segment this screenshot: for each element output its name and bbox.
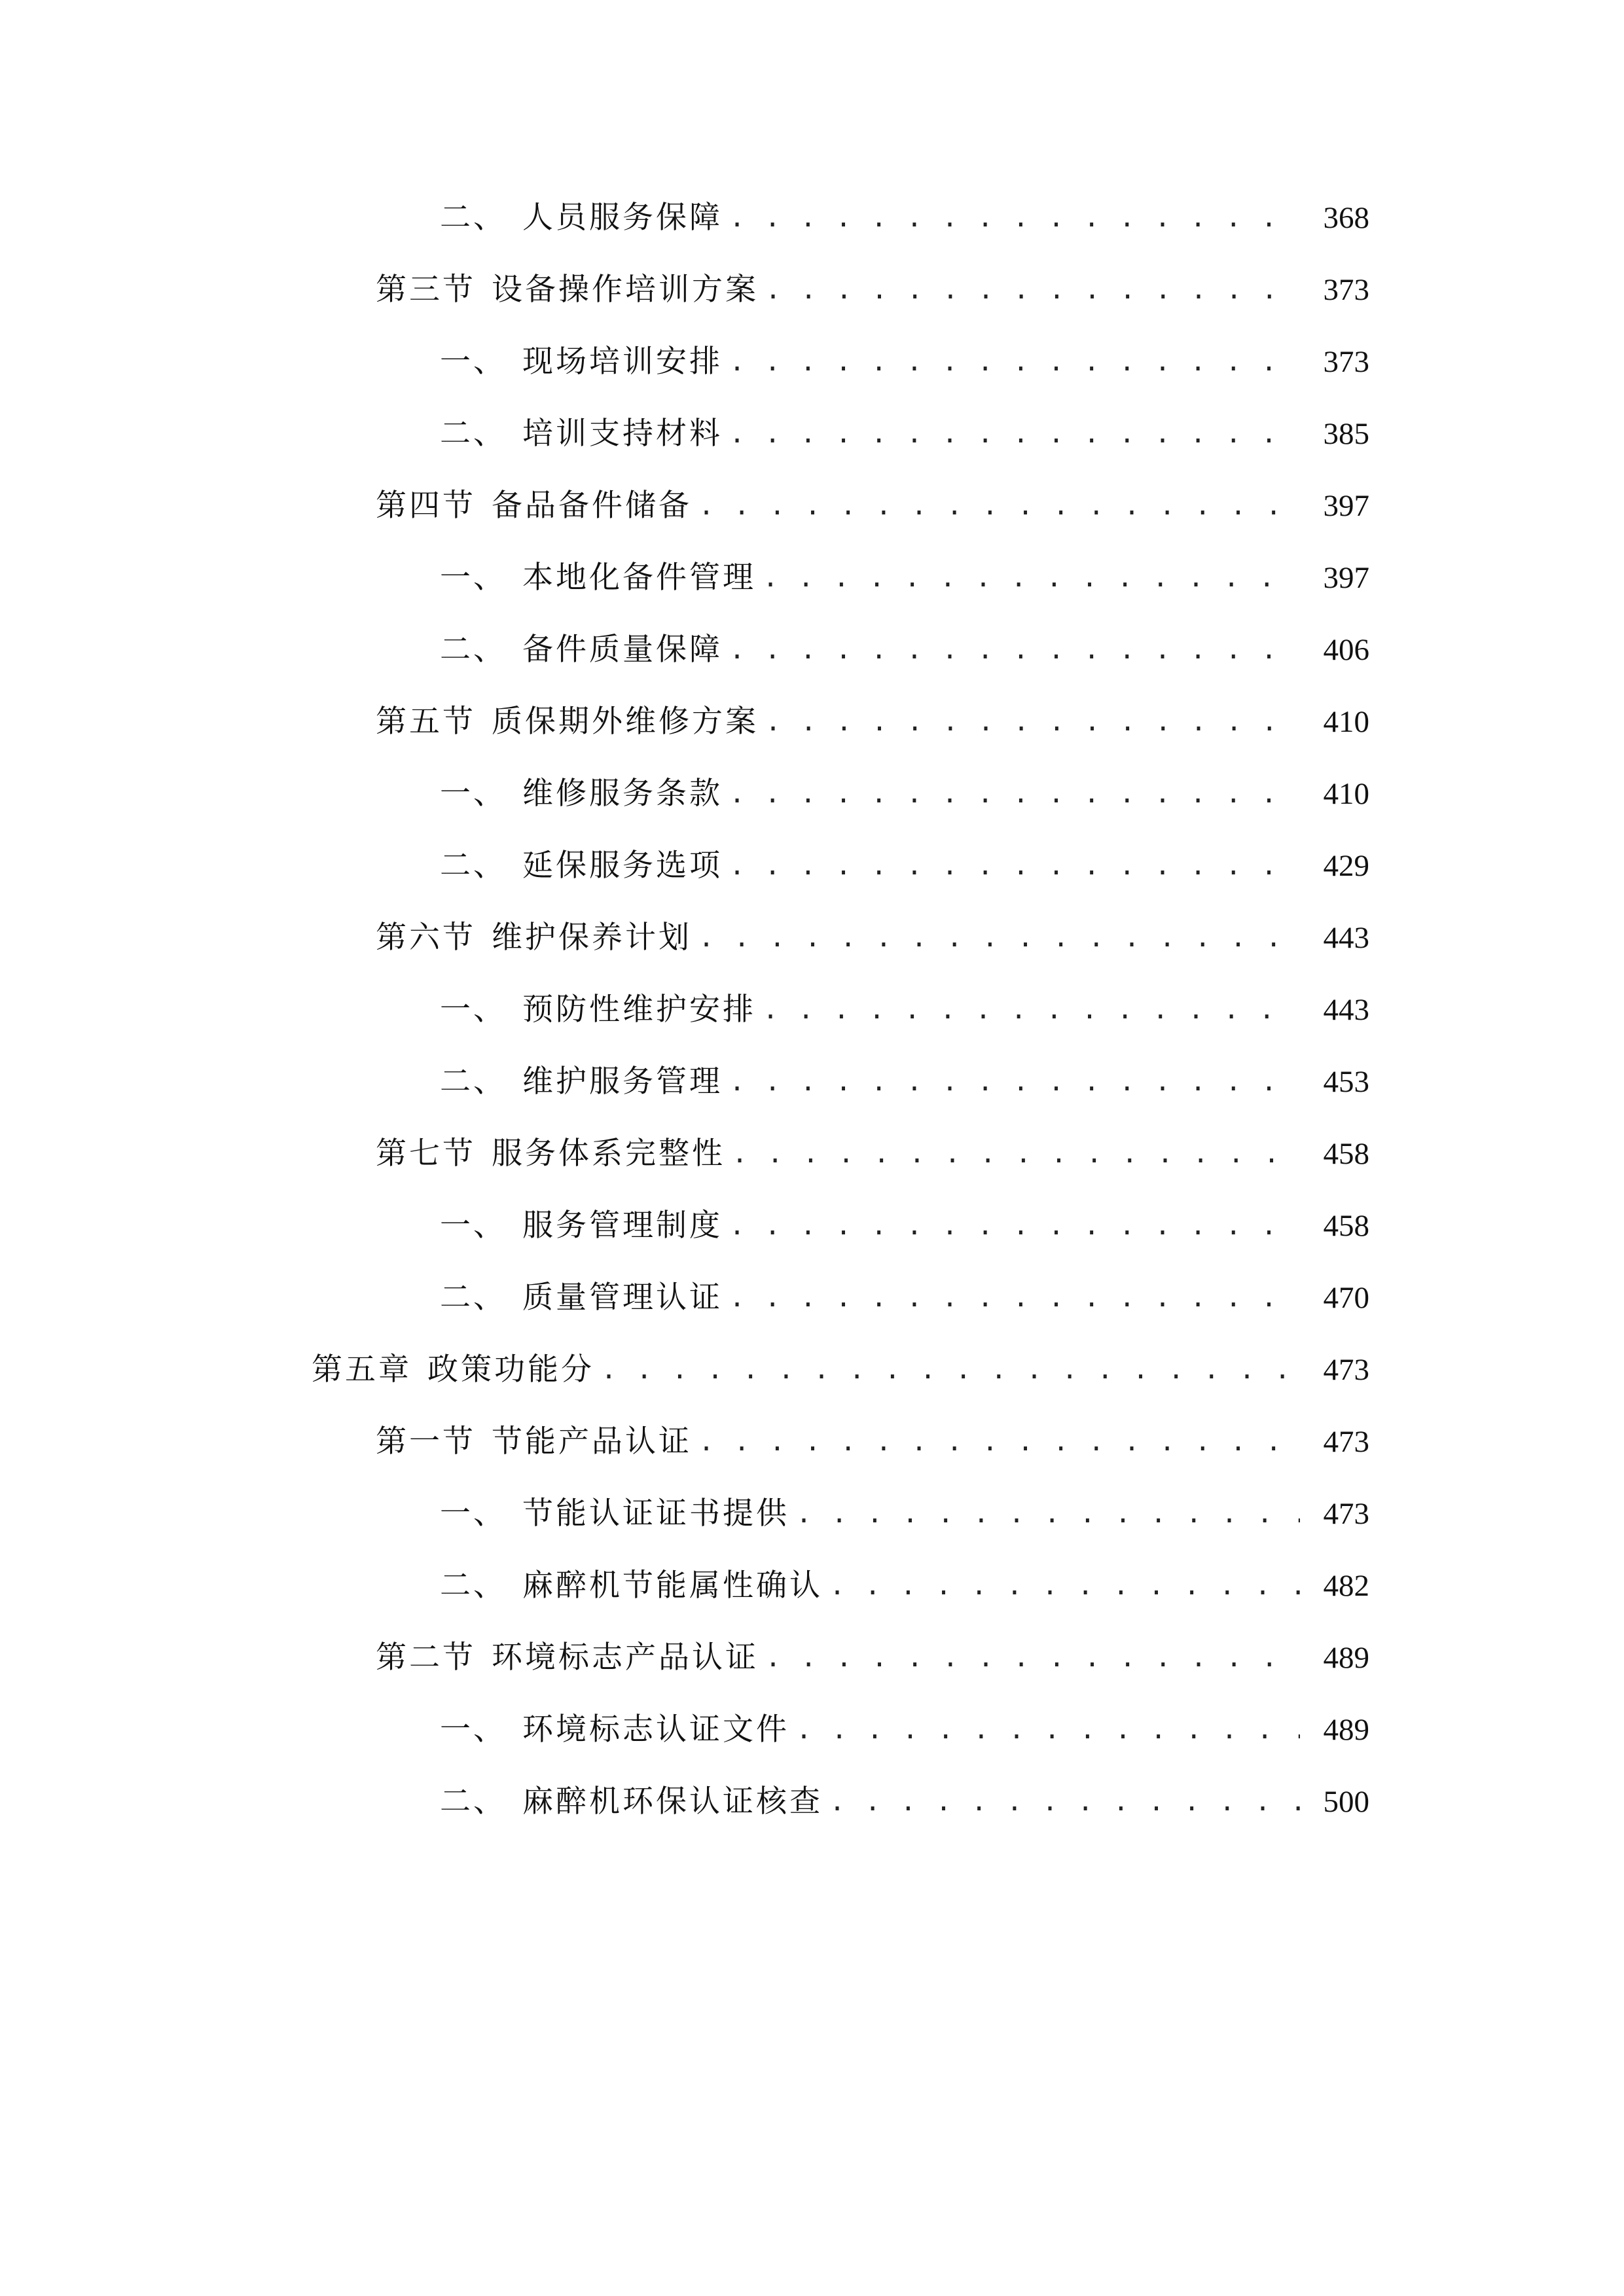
toc-entry-number: 二、: [440, 1280, 507, 1316]
toc-entry[interactable]: [440, 192, 1369, 244]
toc-entry-number: 二、: [440, 1064, 507, 1100]
toc-entry[interactable]: [440, 768, 1369, 820]
dot-leader: [765, 264, 1300, 316]
toc-entry-number: 一、: [440, 1208, 507, 1244]
toc-entry-title: 备品备件储备: [492, 488, 692, 524]
toc-entry[interactable]: [376, 1416, 1369, 1468]
toc-entry-number: 第七节: [376, 1136, 476, 1172]
dot-leader: [729, 1272, 1300, 1324]
toc-entry-number: 第四节: [376, 488, 476, 524]
toc-entry-number: 第一节: [376, 1424, 476, 1460]
toc-entry-page-number: 373: [1323, 345, 1369, 379]
toc-entry-title: 培训支持材料: [522, 416, 723, 452]
toc-entry[interactable]: [440, 1272, 1369, 1324]
toc-entry-page-number: 473: [1323, 1353, 1369, 1387]
toc-entry-number: 一、: [440, 776, 507, 812]
toc-entry-page-number: 385: [1323, 417, 1369, 451]
dot-leader: [763, 984, 1300, 1036]
toc-entry-number: 第二节: [376, 1640, 476, 1676]
toc-entry-page-number: 373: [1323, 273, 1369, 307]
toc-entry[interactable]: [440, 336, 1369, 388]
toc-entry-page-number: 458: [1323, 1209, 1369, 1243]
toc-entry-title: 设备操作培训方案: [492, 272, 759, 308]
toc-entry[interactable]: [440, 1704, 1369, 1756]
toc-entry[interactable]: [376, 480, 1369, 532]
toc-entry-title: 环境标志产品认证: [492, 1640, 759, 1676]
toc-entry-title: 备件质量保障: [522, 632, 723, 668]
toc-entry-number: 二、: [440, 416, 507, 452]
toc-entry-number: 一、: [440, 560, 507, 596]
toc-entry-page-number: 429: [1323, 849, 1369, 883]
dot-leader: [729, 1056, 1300, 1108]
dot-leader: [765, 696, 1300, 748]
toc-entry-page-number: 453: [1323, 1065, 1369, 1099]
toc-entry[interactable]: [376, 912, 1369, 964]
toc-entry-title: 政策功能分: [427, 1352, 594, 1388]
toc-entry-title: 节能产品认证: [492, 1424, 692, 1460]
dot-leader: [765, 1632, 1300, 1684]
dot-leader: [732, 1128, 1300, 1180]
toc-entry-title: 服务体系完整性: [492, 1136, 725, 1172]
toc-entry[interactable]: [440, 552, 1369, 604]
toc-entry-number: 二、: [440, 1568, 507, 1604]
dot-leader: [729, 192, 1300, 244]
toc-entry-title: 环境标志认证文件: [522, 1712, 789, 1748]
toc-entry-page-number: 473: [1323, 1425, 1369, 1459]
toc-entry[interactable]: [440, 1200, 1369, 1252]
toc-entry-page-number: 489: [1323, 1641, 1369, 1675]
dot-leader: [796, 1488, 1300, 1540]
toc-entry-page-number: 406: [1323, 633, 1369, 667]
toc-entry-page-number: 470: [1323, 1281, 1369, 1315]
dot-leader: [601, 1344, 1300, 1396]
toc-entry-title: 节能认证证书提供: [522, 1496, 789, 1532]
toc-entry-number: 二、: [440, 848, 507, 884]
toc-entry-title: 维护服务管理: [522, 1064, 723, 1100]
toc-entry[interactable]: [440, 984, 1369, 1036]
toc-entry[interactable]: [440, 408, 1369, 460]
toc-entry-title: 现场培训安排: [522, 344, 723, 380]
toc-entry[interactable]: [376, 1128, 1369, 1180]
toc-entry-page-number: 443: [1323, 921, 1369, 955]
toc-entry-page-number: 489: [1323, 1713, 1369, 1747]
toc-entry-page-number: 443: [1323, 993, 1369, 1027]
dot-leader: [729, 1200, 1300, 1252]
toc-entry-page-number: 473: [1323, 1497, 1369, 1531]
toc-entry[interactable]: [440, 1560, 1369, 1612]
toc-entry-number: 第五章: [312, 1352, 412, 1388]
toc-entry[interactable]: [440, 840, 1369, 892]
toc-entry[interactable]: [440, 1776, 1369, 1828]
toc-entry-number: 二、: [440, 1784, 507, 1820]
toc-entry-number: 第三节: [376, 272, 476, 308]
toc-entry-page-number: 410: [1323, 705, 1369, 739]
toc-entry-title: 本地化备件管理: [522, 560, 756, 596]
dot-leader: [829, 1776, 1300, 1828]
toc-entry-title: 麻醉机节能属性确认: [522, 1568, 823, 1604]
toc-entry[interactable]: [440, 1488, 1369, 1540]
toc-entry-number: 二、: [440, 200, 507, 236]
toc-entry-title: 人员服务保障: [522, 200, 723, 236]
toc-entry-number: 一、: [440, 992, 507, 1028]
dot-leader: [763, 552, 1300, 604]
dot-leader: [729, 840, 1300, 892]
toc-entry-number: 二、: [440, 632, 507, 668]
dot-leader: [729, 336, 1300, 388]
dot-leader: [729, 768, 1300, 820]
toc-entry-page-number: 458: [1323, 1137, 1369, 1171]
toc-entry-number: 第六节: [376, 920, 476, 956]
dot-leader: [729, 624, 1300, 676]
toc-entry-number: 一、: [440, 344, 507, 380]
toc-entry-number: 一、: [440, 1712, 507, 1748]
toc-entry-number: 一、: [440, 1496, 507, 1532]
toc-entry-title: 服务管理制度: [522, 1208, 723, 1244]
toc-entry[interactable]: [376, 696, 1369, 748]
toc-entry[interactable]: [376, 264, 1369, 316]
toc-entry-page-number: 410: [1323, 777, 1369, 811]
toc-entry-title: 质保期外维修方案: [492, 704, 759, 740]
dot-leader: [698, 912, 1300, 964]
dot-leader: [796, 1704, 1300, 1756]
toc-entry-number: 第五节: [376, 704, 476, 740]
toc-entry-page-number: 482: [1323, 1569, 1369, 1603]
toc-entry-page-number: 397: [1323, 561, 1369, 595]
dot-leader: [698, 480, 1300, 532]
dot-leader: [729, 408, 1300, 460]
toc-entry-page-number: 368: [1323, 201, 1369, 235]
toc-entry[interactable]: [440, 624, 1369, 676]
dot-leader: [829, 1560, 1300, 1612]
toc-entry[interactable]: [376, 1632, 1369, 1684]
toc-entry-page-number: 397: [1323, 489, 1369, 523]
toc-entry[interactable]: [440, 1056, 1369, 1108]
dot-leader: [698, 1416, 1300, 1468]
toc-entry-title: 维修服务条款: [522, 776, 723, 812]
toc-entry-title: 麻醉机环保认证核查: [522, 1784, 823, 1820]
toc-entry-title: 维护保养计划: [492, 920, 692, 956]
toc-entry-page-number: 500: [1323, 1785, 1369, 1819]
toc-entry-title: 预防性维护安排: [522, 992, 756, 1028]
toc-entry-title: 延保服务选项: [522, 848, 723, 884]
toc-entry[interactable]: [312, 1344, 1369, 1396]
toc-entry-title: 质量管理认证: [522, 1280, 723, 1316]
